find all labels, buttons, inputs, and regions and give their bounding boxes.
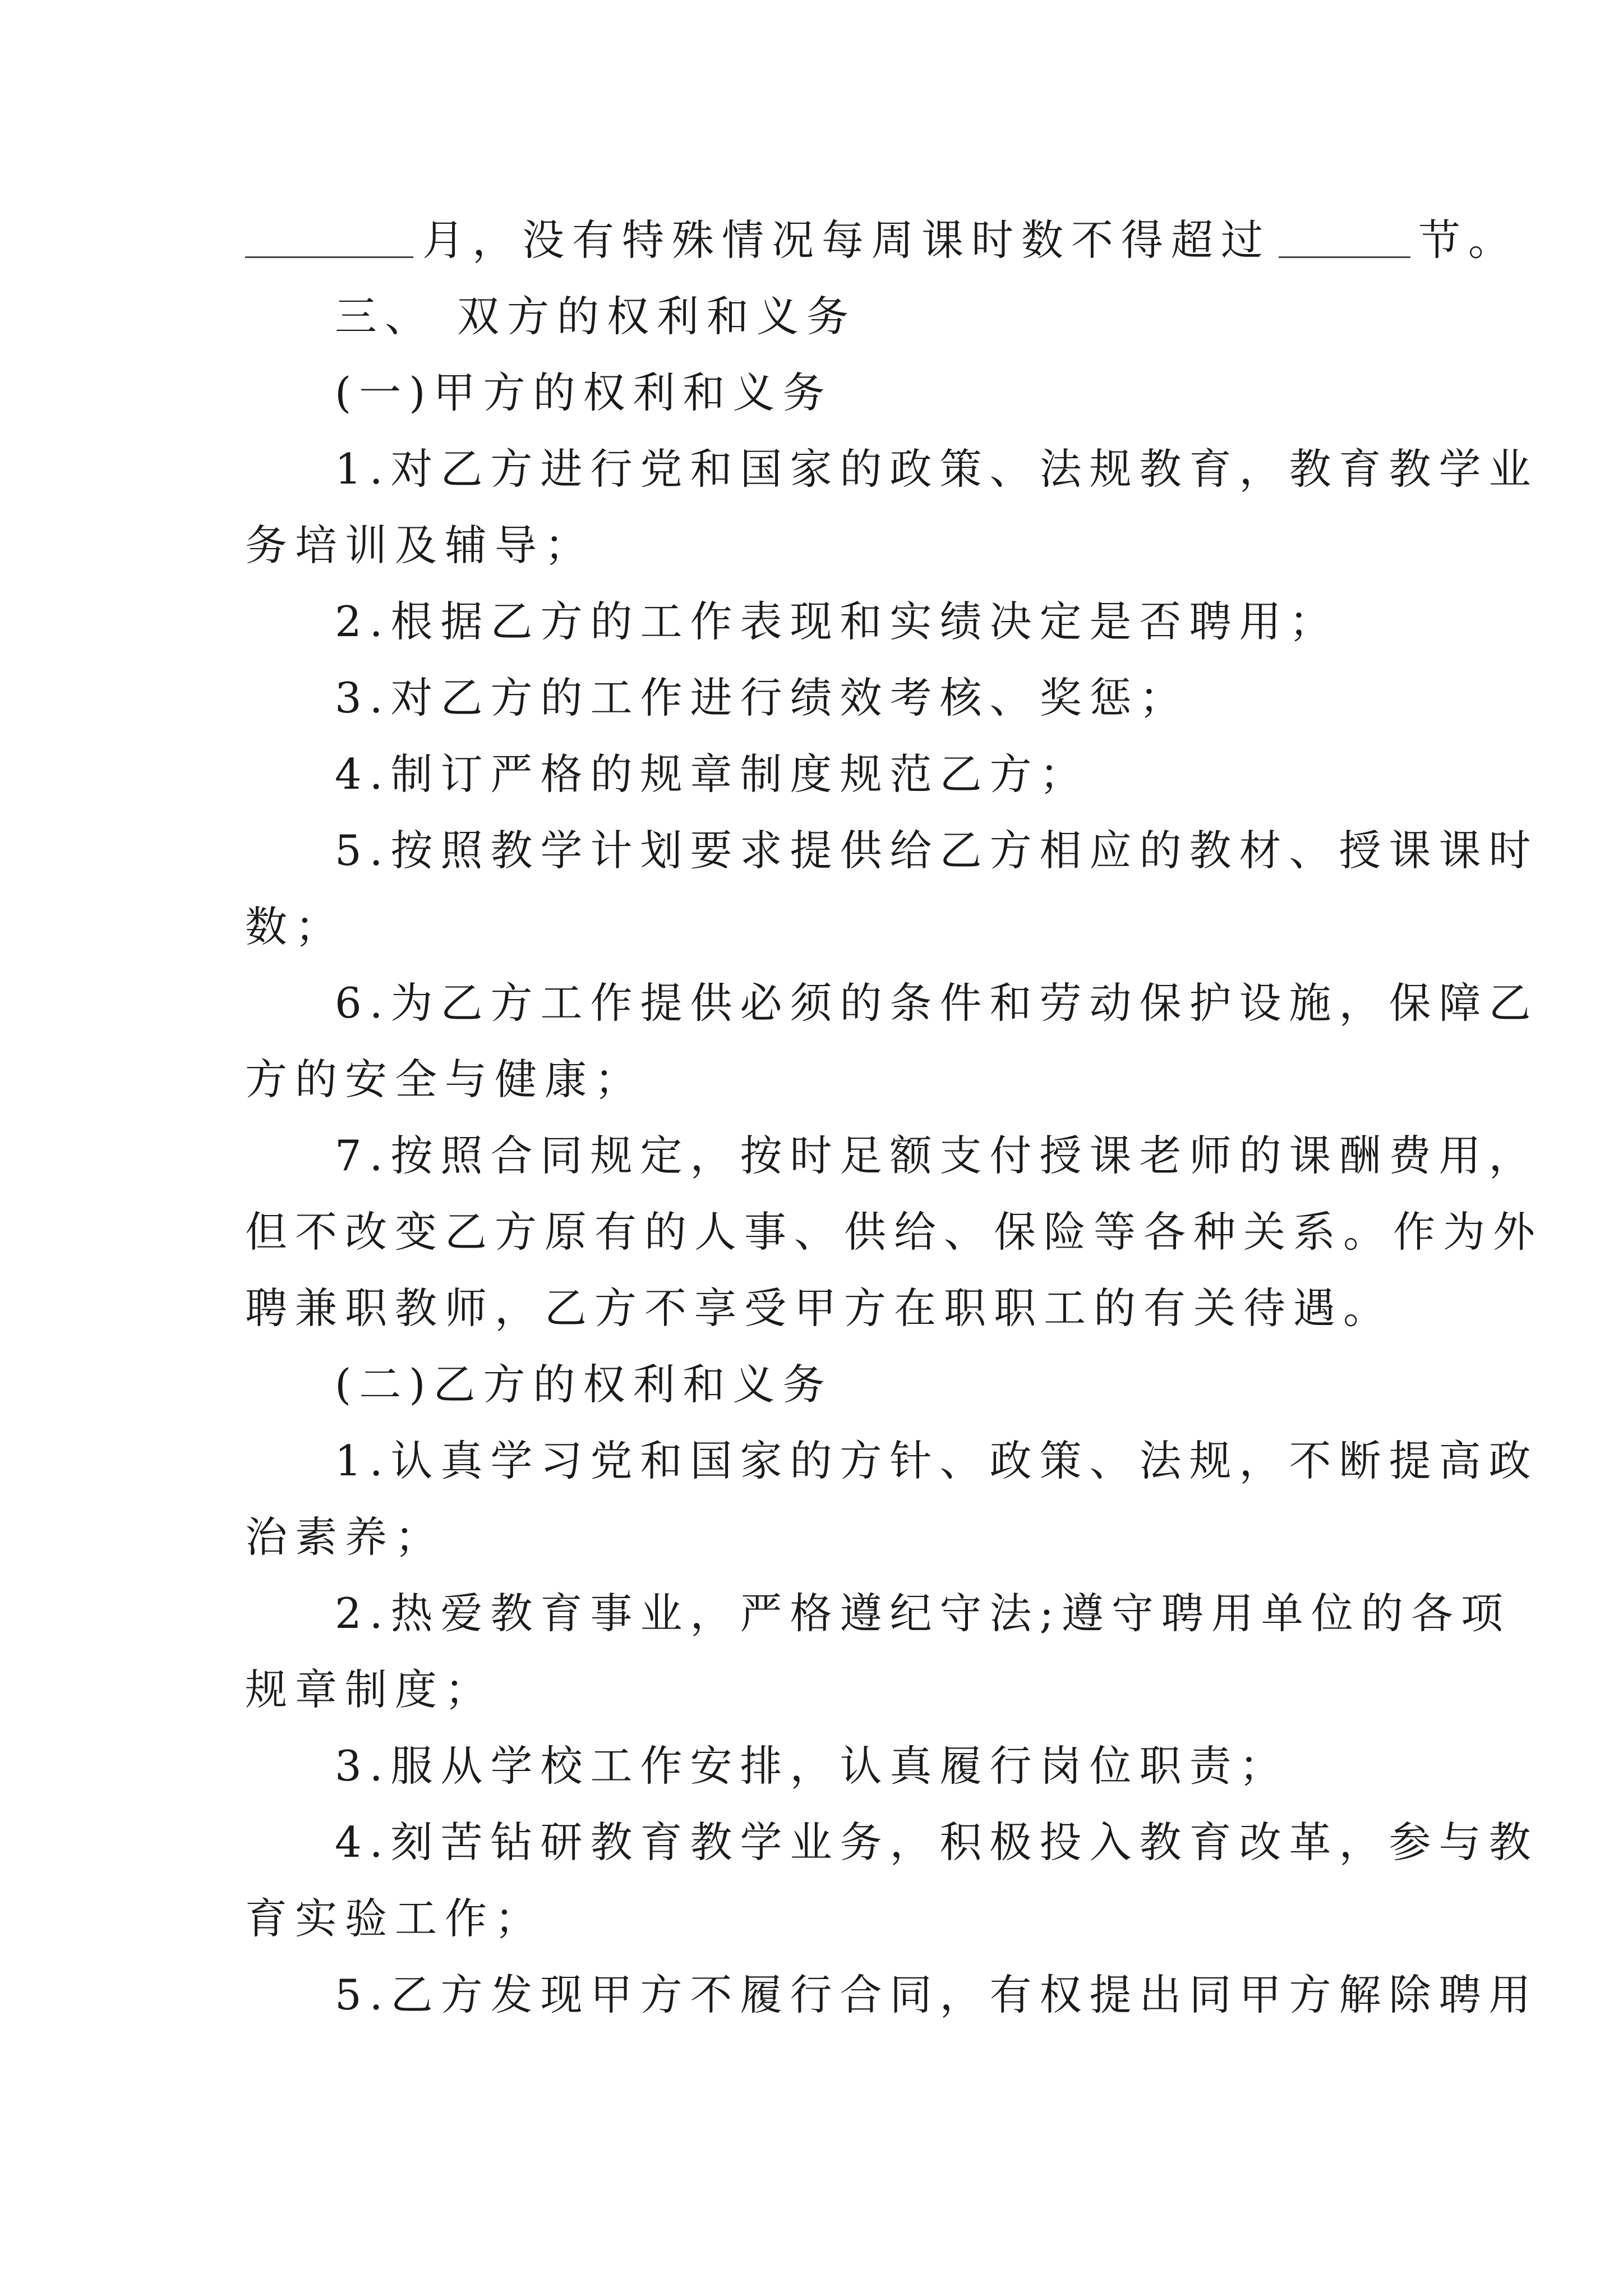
party-b-item-3: 3.服从学校工作安排，认真履行岗位职责； (335, 1741, 1289, 1791)
party-a-item-1-cont: 务培训及辅导； (245, 521, 595, 570)
party-a-item-5-cont: 数； (245, 902, 345, 951)
party-a-item-7-cont-2: 聘兼职教师，乙方不享受甲方在职职工的有关待遇。 (245, 1283, 1394, 1333)
party-b-item-5: 5.乙方发现甲方不履行合同，有权提出同甲方解除聘用 (335, 1970, 1539, 2019)
section-heading (245, 277, 1378, 356)
party-a-item-3: 3.对乙方的工作进行绩效考核、奖惩； (335, 673, 1189, 723)
contract-line-duration (245, 201, 1519, 279)
party-a-item-6: 6.为乙方工作提供必须的条件和劳动保护设施，保障乙 (335, 978, 1539, 1028)
party-b-item-4: 4.刻苦钻研教育教学业务，积极投入教育改革，参与教 (335, 1818, 1539, 1867)
party-a-item-6-cont: 方的安全与健康； (245, 1055, 645, 1104)
party-b-item-2: 2.热爱教育事业，严格遵纪守法;遵守聘用单位的各项 (335, 1589, 1511, 1638)
blank-lessons-field[interactable] (1279, 211, 1410, 258)
section-number: 三、 (335, 292, 435, 341)
party-b-item-1: 1.认真学习党和国家的方针、政策、法规，不断提高政 (335, 1436, 1539, 1485)
party-a-item-4: 4.制订严格的规章制度规范乙方； (335, 749, 1090, 799)
party-a-item-7-cont-1: 但不改变乙方原有的人事、供给、保险等各种关系。作为外 (245, 1207, 1543, 1257)
party-a-item-5: 5.按照教学计划要求提供给乙方相应的教材、授课课时 (335, 826, 1539, 875)
duration-text: 月，没有特殊情况每周课时数不得超过 (422, 215, 1271, 265)
party-a-item-7: 7.按照合同规定，按时足额支付授课老师的课酬费用， (335, 1131, 1539, 1180)
party-b-item-2-cont: 规章制度； (245, 1665, 495, 1714)
blank-months-field[interactable] (245, 211, 413, 258)
section-title: 双方的权利和义务 (457, 292, 857, 341)
party-b-item-1-cont: 治素养； (245, 1512, 445, 1562)
party-b-heading: (二)乙方的权利和义务 (335, 1360, 833, 1409)
party-b-item-4-cont: 育实验工作； (245, 1894, 545, 1943)
duration-end-text: 节。 (1418, 215, 1519, 265)
party-a-heading: (一)甲方的权利和义务 (335, 368, 833, 417)
party-a-item-1: 1.对乙方进行党和国家的政策、法规教育，教育教学业 (335, 444, 1539, 494)
party-a-item-2: 2.根据乙方的工作表现和实绩决定是否聘用； (335, 597, 1339, 646)
